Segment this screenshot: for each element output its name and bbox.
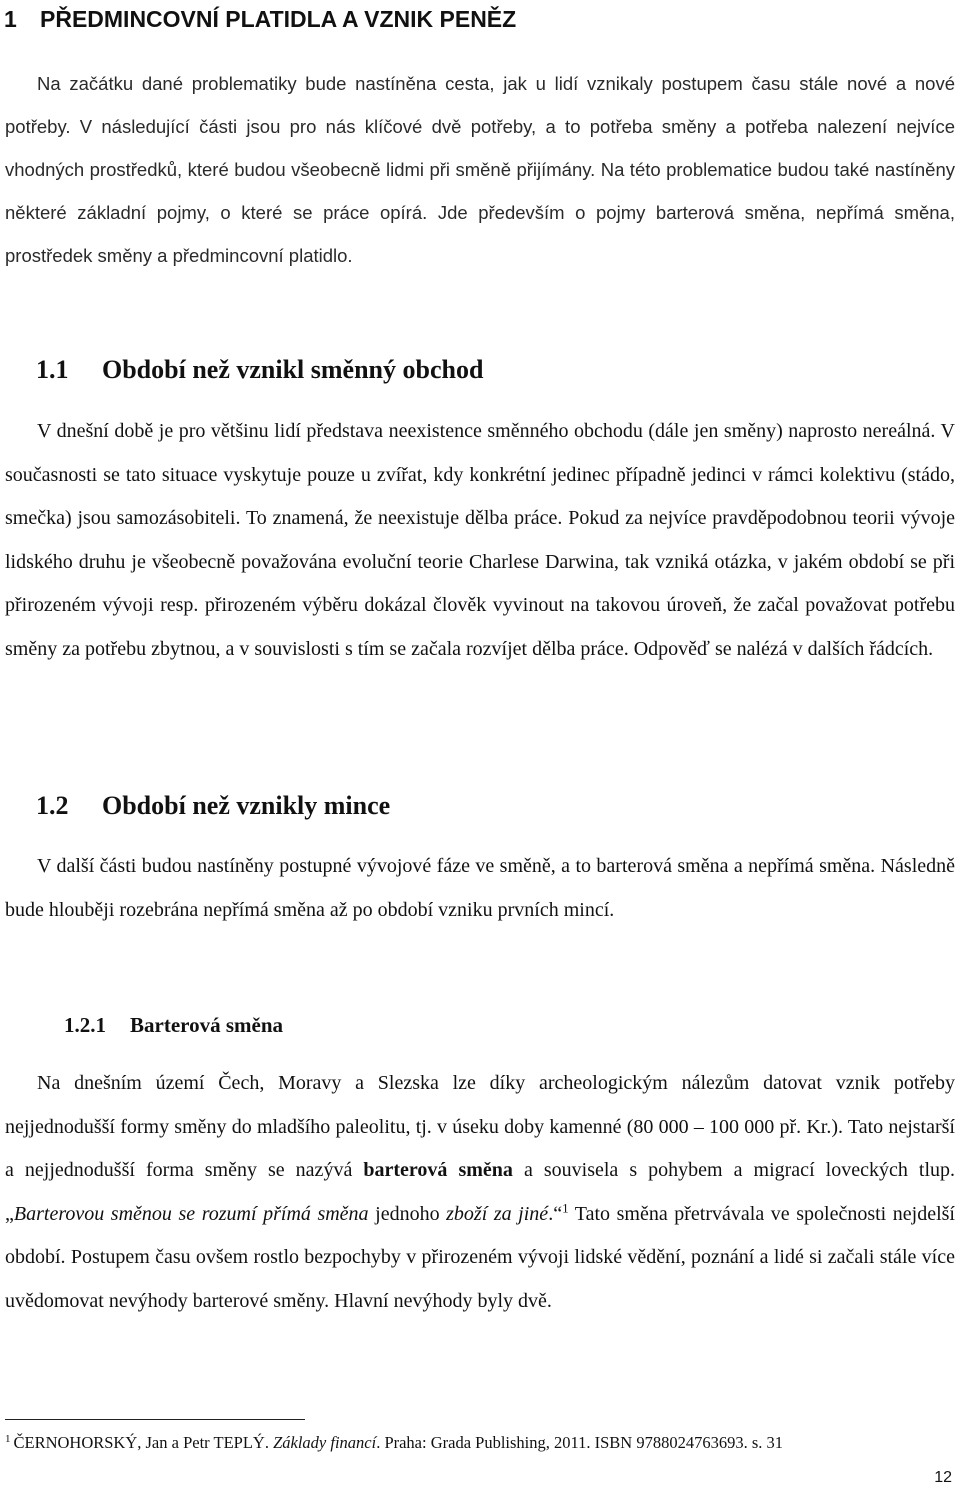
footnote-authors: ČERNOHORSKÝ, Jan a Petr TEPLÝ. xyxy=(13,1433,274,1452)
section-1-2-1-paragraph xyxy=(5,1062,955,1323)
intro-paragraph: Na začátku dané problematiky bude nastíněna cesta, jak u lidí vznikaly postupem času stále nové a nové potřeby. V následující části jsou pro nás klíčové dvě potřeby, a to potřeba směny a potřeba nalezení nejvíce vhodných prostředků, které budou všeobecně lidmi při směně přijímány. Na této problematice budou také nastíněny některé základní pojmy, o které se práce opírá. Jde především o pojmy barterová směna, nepřímá směna, prostředek směny a předmincovní platidlo. xyxy=(5,73,955,266)
bold-term: barterová směna xyxy=(363,1159,513,1181)
footnote-title: Základy financí xyxy=(273,1433,377,1452)
section-number: 1.2 xyxy=(36,791,69,820)
section-number: 1.1 xyxy=(36,355,69,384)
footnote-rest: . Praha: Grada Publishing, 2011. ISBN 9788024763693. s. 31 xyxy=(376,1433,784,1452)
paragraph-text: Na dnešním území Čech, Moravy a Slezska lze díky archeologickým nálezům datovat vznik potřeby nejjednodušší formy směny do mladšího paleolitu, tj. v úseku doby kamenné (80 000 – 100 000 př. Kr.). Tato nejstarší a nejjednodušší forma směny se nazývá xyxy=(5,1072,955,1181)
footnote xyxy=(5,1431,945,1455)
footnote-separator xyxy=(5,1419,305,1420)
chapter-title: PŘEDMINCOVNÍ PLATIDLA A VZNIK PENĚZ xyxy=(40,6,517,32)
quote-plain: jednoho xyxy=(368,1202,447,1225)
chapter-heading xyxy=(4,2,944,36)
footnote-marker: 1 xyxy=(5,1432,11,1445)
subsection-number: 1.2.1 xyxy=(64,1013,106,1037)
section-title: Období než vznikly mince xyxy=(102,791,391,820)
paragraph-text: Tato směna přetrvávala ve společnosti nejdelší období. Postupem času ovšem rostlo bezpochyby v přirozeném vývoji lidské vědění, poznání a lidé si začali stále více uvědomovat nevýhody barterové směny. Hlavní nevýhody byly dvě. xyxy=(5,1202,955,1312)
chapter-number: 1 xyxy=(4,6,17,32)
section-1-2-paragraph: V další části budou nastíněny postupné vývojové fáze ve směně, a to barterová směna a nepřímá směna. Následně bude hlouběji rozebrána nepřímá směna až po období vzniku prvních mincí. xyxy=(5,855,955,921)
quote-close: .“ xyxy=(548,1202,563,1225)
subsection-title: Barterová směna xyxy=(130,1013,283,1037)
quote-italic: Barterovou směnou se rozumí přímá směna xyxy=(13,1202,369,1225)
page-number: 12 xyxy=(934,1469,952,1486)
quote-italic: zboží za jiné xyxy=(446,1202,549,1225)
section-heading-1-2 xyxy=(36,789,936,823)
section-title: Období než vznikl směnný obchod xyxy=(102,355,484,384)
subsection-heading-1-2-1 xyxy=(64,1010,944,1040)
footnote-reference[interactable]: 1 xyxy=(562,1199,569,1215)
section-heading-1-1 xyxy=(36,353,936,387)
section-1-1-paragraph: V dnešní době je pro většinu lidí představa neexistence směnného obchodu (dále jen směny) naprosto nereálná. V současnosti se tato situace vyskytuje pouze u zvířat, kdy konkrétní jedinec případně jedinci v rámci kolektivu (stádo, smečka) jsou samozásobiteli. To znamená, že neexistuje dělba práce. Pokud za nejvíce pravděpodobnou teorii vývoje lidského druhu je všeobecně považována evoluční teorie Charlese Darwina, tak vzniká otázka, v jakém období se při přirozeném vývoji resp. přirozeném výběru dokázal člověk vyvinout na takovou úroveň, že začal považovat potřebu směny za potřebu zbytnou, a v souvislosti s tím se začala rozvíjet dělba práce. Odpověď se nalézá v dalších řádcích. xyxy=(5,420,955,660)
paragraph-text: a souvisela s pohybem a migrací loveckých tlup. xyxy=(512,1159,955,1181)
quote-open: „ xyxy=(5,1202,14,1225)
